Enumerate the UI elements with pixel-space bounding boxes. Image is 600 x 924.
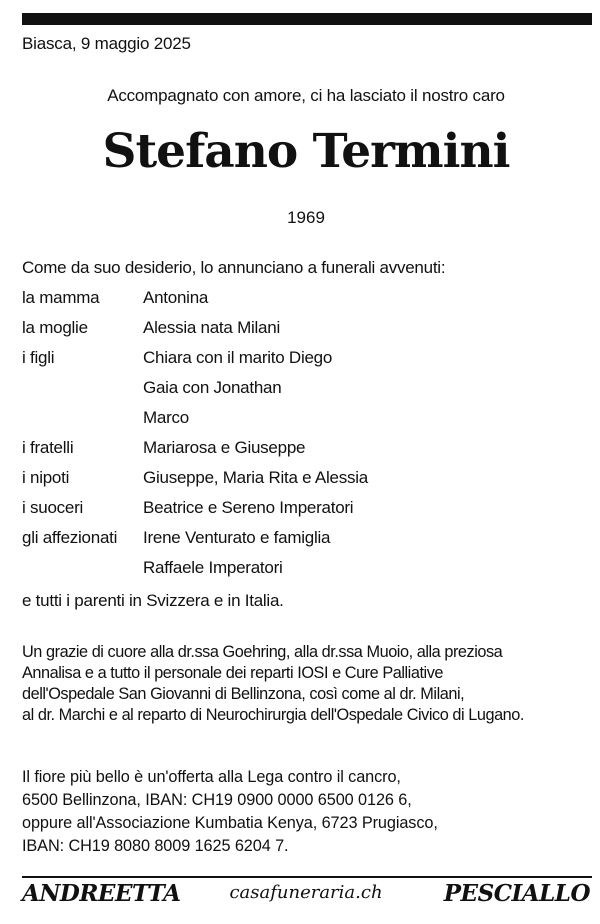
family-names: Chiara con il marito Diego <box>143 348 333 367</box>
family-row <box>22 286 592 316</box>
funeral-home-left: ANDREETTA <box>22 880 181 907</box>
family-relation: i suoceri <box>22 498 84 517</box>
donation-line: Il fiore più bello è un'offerta alla Lega contro il cancro, <box>22 768 401 786</box>
family-row <box>22 556 592 586</box>
family-names: Irene Venturato e famiglia <box>143 528 331 547</box>
top-rule <box>22 13 592 25</box>
family-names: Antonina <box>143 288 209 307</box>
family-names: Gaia con Jonathan <box>143 378 282 397</box>
deceased-name: Stefano Termini <box>102 124 510 179</box>
family-row <box>22 496 592 526</box>
family-row <box>22 466 592 496</box>
donation-line: 6500 Bellinzona, IBAN: CH19 0900 0000 6500 0126 6, <box>22 791 412 809</box>
funeral-home-right: PESCIALLO <box>443 880 590 907</box>
announcement-text: Come da suo desiderio, lo annunciano a funerali avvenuti: <box>22 258 446 277</box>
funeral-home-website: casafuneraria.ch <box>229 882 383 903</box>
birth-year: 1969 <box>287 208 325 227</box>
family-names: Raffaele Imperatori <box>143 558 283 577</box>
family-relation: i nipoti <box>22 468 70 487</box>
thanks-line: al dr. Marchi e al reparto di Neurochirurgia dell'Ospedale Civico di Lugano. <box>22 706 524 724</box>
family-relation: la mamma <box>22 288 100 307</box>
announcement-date: Biasca, 9 maggio 2025 <box>22 34 191 53</box>
intro-text: Accompagnato con amore, ci ha lasciato il nostro caro <box>107 86 505 105</box>
family-row <box>22 406 592 436</box>
family-relation: la moglie <box>22 318 88 337</box>
thanks-paragraph <box>22 642 597 726</box>
family-relation: i figli <box>22 348 55 367</box>
family-row <box>22 346 592 376</box>
family-row <box>22 526 592 556</box>
family-list <box>22 286 592 586</box>
donation-paragraph <box>22 766 592 858</box>
family-names: Marco <box>143 408 189 427</box>
relatives-text: e tutti i parenti in Svizzera e in Italia. <box>22 591 284 610</box>
family-names: Beatrice e Sereno Imperatori <box>143 498 354 517</box>
family-names: Giuseppe, Maria Rita e Alessia <box>143 468 368 487</box>
bottom-rule <box>22 876 592 878</box>
donation-line: oppure all'Associazione Kumbatia Kenya, 6723 Prugiasco, <box>22 814 438 832</box>
donation-line: IBAN: CH19 8080 8009 1625 6204 7. <box>22 837 289 855</box>
family-row <box>22 316 592 346</box>
family-names: Alessia nata Milani <box>143 318 280 337</box>
family-row <box>22 436 592 466</box>
family-relation: gli affezionati <box>22 528 118 547</box>
family-relation: i fratelli <box>22 438 74 457</box>
family-row <box>22 376 592 406</box>
thanks-line: Annalisa e a tutto il personale dei reparti IOSI e Cure Palliative <box>22 664 443 682</box>
thanks-line: dell'Ospedale San Giovanni di Bellinzona, così come al dr. Milani, <box>22 685 465 703</box>
thanks-line: Un grazie di cuore alla dr.ssa Goehring, alla dr.ssa Muoio, alla preziosa <box>22 643 503 661</box>
family-names: Mariarosa e Giuseppe <box>143 438 306 457</box>
